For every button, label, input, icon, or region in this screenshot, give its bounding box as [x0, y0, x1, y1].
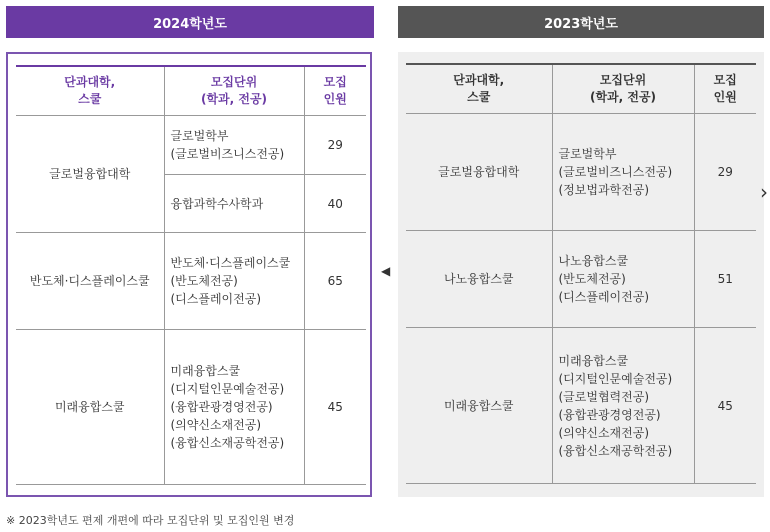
- table-row: [406, 328, 756, 484]
- table-panel-2024: [6, 52, 372, 497]
- college-cell: 미래융합스쿨: [406, 328, 552, 484]
- table-header-row: [16, 66, 366, 116]
- count-cell: 65: [304, 233, 366, 330]
- table-row: [406, 114, 756, 231]
- header-2023: [398, 6, 764, 38]
- col-header-count: 모집 인원: [304, 66, 366, 116]
- table-row: [16, 330, 366, 485]
- col-header-unit: 모집단위 (학과, 전공): [552, 64, 694, 114]
- header-2024: [6, 6, 374, 38]
- count-cell: 29: [304, 116, 366, 175]
- college-cell: 글로벌융합대학: [406, 114, 552, 231]
- college-cell: 글로벌융합대학: [16, 116, 164, 233]
- col-header-count: 모집 인원: [694, 64, 756, 114]
- table-row: [16, 116, 366, 175]
- count-cell: 51: [694, 231, 756, 328]
- college-cell: 미래융합스쿨: [16, 330, 164, 485]
- college-cell: 반도체·디스플레이스쿨: [16, 233, 164, 330]
- triangle-left-icon: ◀: [381, 264, 391, 278]
- table-header-row: [406, 64, 756, 114]
- col-header-college: 단과대학, 스쿨: [16, 66, 164, 116]
- count-cell: 40: [304, 175, 366, 233]
- unit-cell: 글로벌학부 (글로벌비즈니스전공): [164, 116, 304, 175]
- unit-cell: 글로벌학부 (글로벌비즈니스전공) (정보법과학전공): [552, 114, 694, 231]
- college-cell: 나노융합스쿨: [406, 231, 552, 328]
- count-cell: 45: [304, 330, 366, 485]
- unit-cell: 미래융합스쿨 (디지털인문예술전공) (융합관광경영전공) (의약신소재전공) (융합신소재공학전공): [164, 330, 304, 485]
- col-header-unit: 모집단위 (학과, 전공): [164, 66, 304, 116]
- year-label-2024: 2024학년도: [153, 16, 227, 32]
- table-row: [406, 231, 756, 328]
- table-panel-2023: [398, 52, 764, 497]
- col-header-college: 단과대학, 스쿨: [406, 64, 552, 114]
- admission-table-2023: [406, 63, 756, 484]
- footnote: ※ 2023학년도 편제 개편에 따라 모집단위 및 모집인원 변경: [6, 514, 295, 527]
- unit-cell: 반도체·디스플레이스쿨 (반도체전공) (디스플레이전공): [164, 233, 304, 330]
- unit-cell: 미래융합스쿨 (디지털인문예술전공) (글로벌협력전공) (융합관광경영전공) (의약신소재전공) (융합신소재공학전공): [552, 328, 694, 484]
- table-row: [16, 233, 366, 330]
- unit-cell: 융합과학수사학과: [164, 175, 304, 233]
- year-label-2023: 2023학년도: [544, 16, 618, 32]
- count-cell: 29: [694, 114, 756, 231]
- count-cell: 45: [694, 328, 756, 484]
- unit-cell: 나노융합스쿨 (반도체전공) (디스플레이전공): [552, 231, 694, 328]
- admission-table-2024: [16, 65, 366, 485]
- chevron-right-icon[interactable]: ›: [760, 180, 768, 204]
